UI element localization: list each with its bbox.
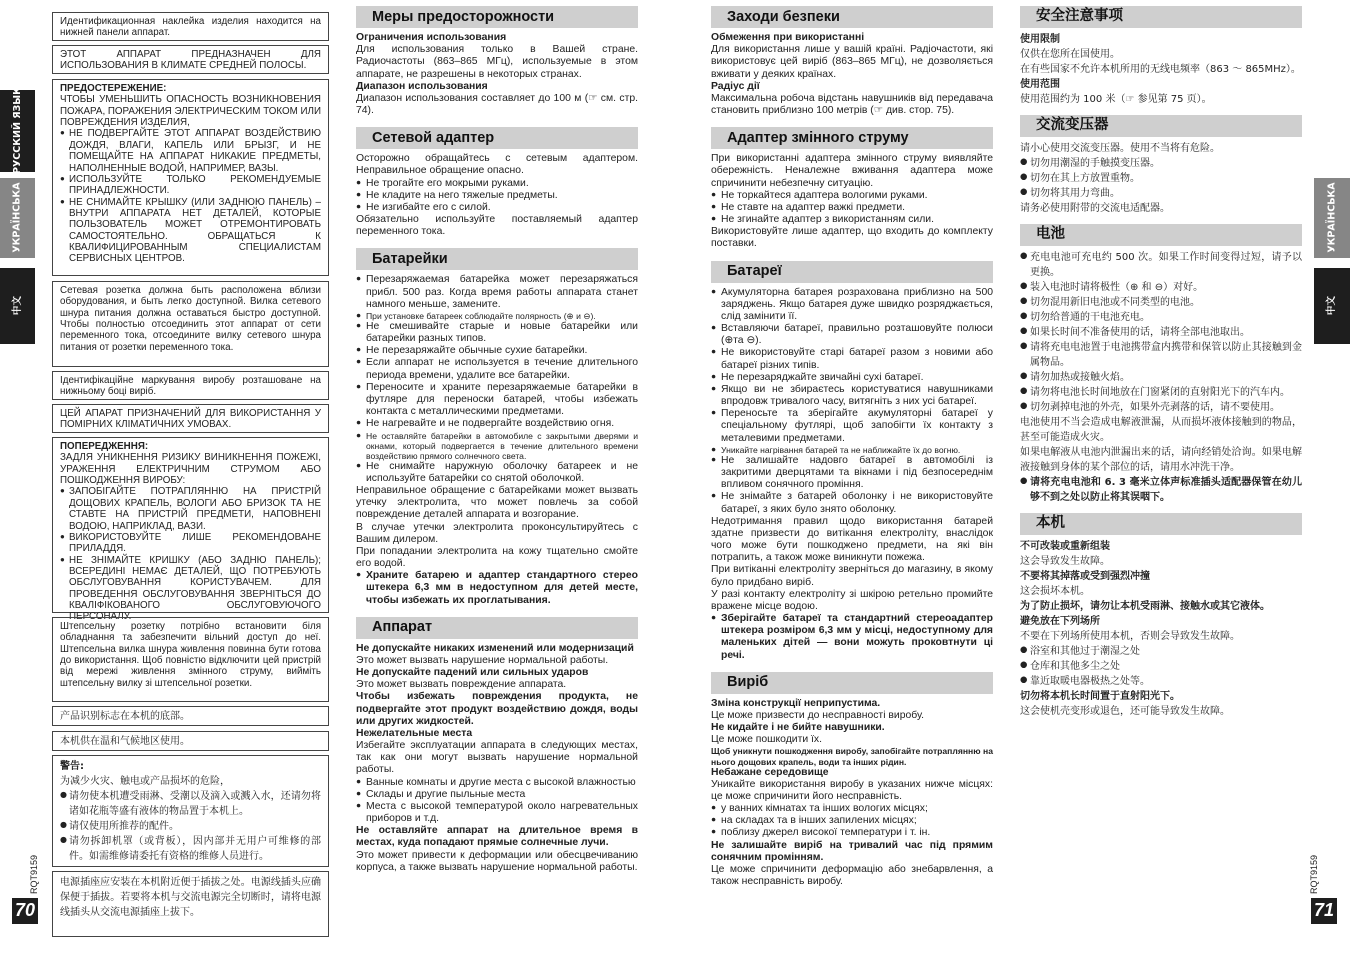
- battery-list-uk: [711, 287, 993, 516]
- list-item: ● ВИКОРИСТОВУЙТЕ ЛИШЕ РЕКОМЕНДОВАНЕ ПРИЛАДДЯ.: [60, 532, 321, 555]
- box-ru-outlet: [52, 281, 329, 367]
- paragraph: У разі контакту електроліту зі шкірою ретельно промийте вражене місце водою.: [711, 588, 993, 612]
- subheading: Не залишайте виріб на тривалий час під прямим сонячним промінням.: [711, 839, 993, 863]
- section-title-batteries-zh: 电池: [1020, 224, 1302, 246]
- list-item: ● Уникайте нагрівання батарей та не наближайте їх до вогню.: [711, 445, 993, 455]
- list-item: ● 请勿拆卸机罩（或背板），因内部并无用户可维修的部件。如需维修请委托有资格的维修人员进行。: [60, 834, 321, 864]
- list-item: ● Не ставте на адаптер важкі предмети.: [711, 202, 993, 214]
- paragraph: Это может вызвать нарушение нормальной работы.: [356, 654, 609, 666]
- box-ru-climate: [52, 45, 329, 74]
- box-zh-warning: [52, 755, 329, 867]
- list-item: ● 切勿剥掉电池的外壳，如果外壳剥落的话，请不要使用。: [1020, 400, 1302, 415]
- section-title-adapter-uk: Адаптер змінного струму: [711, 127, 993, 149]
- paragraph: Избегайте эксплуатации аппарата в следующих местах, так как они могут вызвать нарушение нормальной работы.: [356, 740, 638, 776]
- box-ru-label-note: [52, 12, 329, 41]
- list-item: ● Склады и другие пыльные места: [356, 789, 638, 801]
- tab-russian: [0, 87, 35, 175]
- adapter-list-uk: [711, 190, 993, 227]
- box-uk-warning-text: ЗАДЛЯ УНИКНЕННЯ РИЗИКУ ВИНИКНЕННЯ ПОЖЕЖІ, УРАЖЕННЯ ЕЛЕКТРИЧНИМ СТРУМОМ АБО ПОШКОДЖЕННЯ ВИРОБУ:: [60, 452, 321, 487]
- list-item: ● 浴室和其他过于潮湿之处: [1020, 644, 1302, 659]
- section-title-batteries-uk: Батареї: [711, 261, 993, 283]
- column-russian: [356, 6, 638, 916]
- paragraph: Обязательно используйте поставляемый адаптер переменного тока.: [356, 214, 638, 238]
- list-item: ● НЕ СНИМАЙТЕ КРЫШКУ (ИЛИ ЗАДНЮЮ ПАНЕЛЬ) – ВНУТРИ АППАРАТА НЕТ ДЕТАЛЕЙ, КОТОРЫЕ ПОЛЬЗОВАТЕЛЬ МОЖЕТ ОТРЕМОНТИРОВАТЬ САМОСТОЯТЕЛЬНО. ОБРАЩАТЬСЯ К КВАЛИФИЦИРОВАННЫМ СПЕЦИАЛИСТАМ СЕРВИСНЫХ ЦЕНТРОВ.: [60, 197, 321, 265]
- battery-list-ru: [356, 274, 638, 485]
- box-ru-caution-list: [60, 128, 321, 264]
- list-item: ● 如果长时间不准备使用的话，请将全部电池取出。: [1020, 325, 1302, 340]
- adapter-list-ru: [356, 178, 638, 215]
- paragraph: В случае утечки электролита проконсультируйтесь с Вашим дилером.: [356, 521, 638, 545]
- list-item: ● 充电电池可充电约 500 次。如果工作时间变得过短，请予以更换。: [1020, 250, 1302, 280]
- box-uk-warning-list: [60, 486, 321, 622]
- list-item: ● у ванних кімнатах та інших вологих місцях;: [711, 803, 993, 815]
- unit-list-uk: [711, 803, 993, 840]
- subheading: 不要将其掉落或受到强烈冲撞: [1020, 571, 1150, 582]
- section-title-adapter-ru: Сетевой адаптер: [356, 127, 638, 149]
- subheading: Не кидайте і не бийте навушники.: [711, 722, 885, 734]
- list-item: ● 请将充电电池置于电池携带盒内携带和保管以防止其接触到金属物品。: [1020, 340, 1302, 370]
- paragraph: Для використання лише у вашій країні. Радіочастоти, які використовує цей виріб (863–865 МГц), не дозволяється вживати у деяких країнах.: [711, 44, 993, 80]
- subheading: 切勿将本机长时间置于直射阳光下。: [1020, 691, 1180, 702]
- list-item: ● Не кладите на него тяжелые предметы.: [356, 190, 638, 202]
- column-ukrainian: [711, 6, 993, 916]
- paragraph: При використанні адаптера змінного струму виявляйте обережність. Неналежне вживання адаптера може спричинити небезпечну ситуацію.: [711, 153, 993, 189]
- paragraph: Це може призвести до несправності виробу.: [711, 709, 925, 721]
- box-zh-warning-title: 警告:: [60, 761, 84, 772]
- box-uk-outlet-text: Штепсельну розетку потрібно встановити біля обладнання та забезпечити вільний доступ до неї. Штепсельна вилка шнура живлення повинна бути готова до використання. Щоб повністю відключити цей пристрій від мережі живлення змінного струму, вийміть штепсельну вилку зі штепсельної розетки.: [60, 621, 321, 689]
- paragraph: 如果电解液从电池内泄漏出来的话，请向经销处洽询。如果电解液接触到身体的某个部位的话，请用水冲洗干净。: [1020, 447, 1302, 473]
- box-zh-climate-text: 本机供在温和气候地区使用。: [60, 736, 190, 747]
- list-item: ● НЕ ПОДВЕРГАЙТЕ ЭТОТ АППАРАТ ВОЗДЕЙСТВИЮ ДОЖДЯ, ВЛАГИ, КАПЕЛЬ ИЛИ БРЫЗГ, И НЕ ПОМЕЩАЙТЕ НА АППАРАТ НИКАКИЕ ПРЕДМЕТЫ, НАПОЛНЕННЫЕ ВОДОЙ, НАПРИМЕР, ВАЗЫ.: [60, 128, 321, 173]
- box-ru-caution-text: ЧТОБЫ УМЕНЬШИТЬ ОПАСНОСТЬ ВОЗНИКНОВЕНИЯ ПОЖАРА, ПОРАЖЕНИЯ ЭЛЕКТРИЧЕСКИМ ТОКОМ ИЛИ ПОВРЕЖДЕНИЯ ИЗДЕЛИЯ,: [60, 94, 321, 129]
- box-uk-warning-title: ПОПЕРЕДЖЕННЯ:: [60, 441, 149, 452]
- tab-chinese-left-label: 中文: [11, 296, 23, 316]
- list-item: ● НЕ ЗНІМАЙТЕ КРИШКУ (АБО ЗАДНЮ ПАНЕЛЬ); ВСЕРЕДИНІ НЕМАЄ ДЕТАЛЕЙ, ЩО ПОТРЕБУЮТЬ ОБСЛУГОВУВАННЯ КОРИСТУВАЧЕМ. ДЛЯ ПРОВЕДЕННЯ ОБСЛУГОВУВАННЯ ЗВЕРНІТЬСЯ ДО КВАЛІФІКОВАНОГО ОБСЛУГОВУЮЧОГО ПЕРСОНАЛУ.: [60, 555, 321, 623]
- list-item: ● Не снимайте наружную оболочку батареек и не используйте батарейки со снятой оболочкой.: [356, 461, 638, 485]
- tab-chinese-right-label: 中文: [1326, 296, 1338, 316]
- list-item: ● 切勿在其上方放置重物。: [1020, 171, 1302, 186]
- list-item: ● ЗАПОБІГАЙТЕ ПОТРАПЛЯННЮ НА ПРИСТРІЙ ДОЩОВИХ КРАПЕЛЬ, ВОЛОГИ АБО БРИЗОК ТА НЕ СТАВТЕ НА ПРИСТРІЙ ПРЕДМЕТИ, НАПОВНЕНІ ВОДОЮ, НАПРИКЛАД, ВАЗИ.: [60, 486, 321, 531]
- paragraph: 使用范围约为 100 米（☞ 参见第 75 页）。: [1020, 94, 1212, 105]
- subheading: 使用限制: [1020, 34, 1060, 45]
- paragraph: Осторожно обращайтесь с сетевым адаптером. Неправильное обращение опасно.: [356, 153, 638, 177]
- box-zh-label-note: [52, 706, 329, 726]
- paragraph: При попадании электролита на кожу тщательно смойте его водой.: [356, 545, 638, 570]
- list-item: ● Не перезаряджайте звичайні сухі батареї.: [711, 372, 993, 384]
- list-item: ● Если аппарат не используется в течение длительного периода времени, удалите все батарейки.: [356, 357, 638, 381]
- paragraph: Диапазон использования составляет до 100 м (☞ см. стр. 74).: [356, 92, 638, 117]
- list-item: ● Не перезаряжайте обычные сухие батарейки.: [356, 345, 638, 357]
- box-zh-climate: [52, 731, 329, 751]
- box-zh-outlet: [52, 871, 329, 937]
- box-zh-outlet-text: 电源插座应安装在本机附近便于插拔之处。电源线插头应确保便于插拔。若要将本机与交流电源完全切断时，请将电源线插头从交流电源插座上拔下。: [60, 877, 321, 918]
- subheading: 为了防止损坏，请勿让本机受雨淋、接触水或其它液体。: [1020, 601, 1270, 612]
- list-item: ● 请勿将电池长时间地放在门窗紧闭的直射阳光下的汽车内。: [1020, 385, 1302, 400]
- box-zh-warning-text: 为减少火灾、触电或产品损坏的危险，: [60, 776, 230, 787]
- paragraph: Это может привести к деформации или обесцвечиванию корпуса, а также вызвать нарушение нормальной работы.: [356, 849, 638, 873]
- list-item: ● 切勿用潮湿的手触摸变压器。: [1020, 156, 1302, 171]
- list-item: ● Не знімайте з батарей оболонку і не використовуйте батареї, з яких було знято оболонку.: [711, 491, 993, 515]
- paragraph: 这会损坏本机。: [1020, 586, 1090, 597]
- subheading: Не допускайте никаких изменений или модернизаций: [356, 642, 634, 654]
- list-item: ● 请勿加热或接触火焰。: [1020, 370, 1302, 385]
- section-title-unit-ru: Аппарат: [356, 617, 638, 639]
- list-item: ● Места с высокой температурой около нагревательных приборов и т.д.: [356, 801, 638, 825]
- list-item: ● Зберігайте батареї та стандартний стереоадаптер штекера розміром 6,3 мм у місці, недоступному для маленьких дітей — вони можуть проковтнути ці речі.: [711, 613, 993, 662]
- list-item: ● поблизу джерел високої температури і т. ін.: [711, 827, 993, 839]
- paragraph: 这会导致发生故障。: [1020, 556, 1110, 567]
- tab-chinese-right: [1314, 268, 1350, 344]
- subheading: Чтобы избежать повреждения продукта, не подвергайте этот продукт воздействию дождя, воды или других жидкостей.: [356, 691, 638, 727]
- doc-code-right: RQT9159: [1309, 854, 1319, 894]
- section-title-precautions-zh: 安全注意事项: [1020, 6, 1302, 28]
- list-item: ● 切勿给普通的干电池充电。: [1020, 310, 1302, 325]
- tab-russian-label: РУССКИЙ ЯЗЫК: [11, 87, 23, 175]
- section-title-unit-uk: Виріб: [711, 672, 993, 694]
- tab-chinese-left: [0, 268, 35, 344]
- list-item: ● Переносите и храните перезаряжаемые батарейки в футляре для переноски батарей, чтобы избежать контакта с металлическими предметами.: [356, 382, 638, 419]
- paragraph: 请务必使用附带的交流电适配器。: [1020, 203, 1170, 214]
- box-ru-climate-text: ЭТОТ АППАРАТ ПРЕДНАЗНАЧЕН ДЛЯ ИСПОЛЬЗОВАНИЯ В КЛИМАТЕ СРЕДНЕЙ ПОЛОСЫ.: [60, 49, 321, 72]
- subheading: Не допускайте падений или сильных ударов: [356, 667, 589, 679]
- battery-warning-uk: [711, 613, 993, 662]
- section-title-precautions-ru: Меры предосторожности: [356, 6, 638, 28]
- list-item: ● Вставляючи батареї, правильно розташовуйте полюси (⊕та ⊖).: [711, 323, 993, 347]
- subheading: 不可改装或重新组装: [1020, 541, 1110, 552]
- list-item: ● Не торкайтеся адаптера вологими руками.: [711, 190, 993, 202]
- section-title-precautions-uk: Заходи безпеки: [711, 6, 993, 28]
- list-item: ● Храните батарею и адаптер стандартного стерео штекера 6,3 мм в недоступном для детей месте, чтобы избежать их проглатывания.: [356, 570, 638, 607]
- list-item: ● Не трогайте его мокрыми руками.: [356, 178, 638, 190]
- list-item: ● Ванные комнаты и другие места с высокой влажностью: [356, 777, 638, 789]
- paragraph: 在有些国家不允许本机所用的无线电频率（863 ～ 865MHz）。: [1020, 64, 1301, 75]
- list-item: ● Акумуляторна батарея розрахована приблизно на 500 заряджень. Якщо батарея дуже швидко розряджається, слід замінити її.: [711, 287, 993, 324]
- paragraph: Це може спричинити деформацію або знебарвлення, а також несправність виробу.: [711, 863, 993, 888]
- list-item: ● 切勿混用新旧电池或不同类型的电池。: [1020, 295, 1302, 310]
- paragraph: При витіканні електроліту зверніться до магазину, в якому було придбано виріб.: [711, 564, 993, 588]
- list-item: ● Не залишайте надовго батареї в автомобілі із закритими дверцятами та вікнами і під безпосереднім впливом сонячного проміння.: [711, 455, 993, 492]
- list-item: ● Не згинайте адаптер з використанням сили.: [711, 214, 993, 226]
- box-zh-label-text: 产品识别标志在本机的底部。: [60, 711, 190, 722]
- list-item: ● 请将充电电池和 6. 3 毫米立体声标准插头适配器保管在幼儿够不到之处以防止将其误咽下。: [1020, 475, 1302, 505]
- paragraph: Використовуйте лише адаптер, що входить до комплекту поставки.: [711, 226, 993, 250]
- list-item: ● 切勿将其用力弯曲。: [1020, 186, 1302, 201]
- tab-ukrainian-right-label: УКРАЇНСЬКА: [1326, 182, 1338, 254]
- box-ru-caution: [52, 79, 329, 276]
- subheading: Диапазон использования: [356, 80, 488, 92]
- list-item: ● Не изгибайте его с силой.: [356, 202, 638, 214]
- box-ru-caution-title: ПРЕДОСТЕРЕЖЕНИЕ:: [60, 83, 167, 94]
- box-uk-climate: [52, 404, 329, 433]
- tab-ukrainian-left: [0, 178, 35, 258]
- paragraph: Для использования только в Вашей стране. Радиочастоты (863–865 МГц), используемые в этом аппарате, не разрешены в некоторых странах.: [356, 44, 638, 80]
- paragraph: 这会使机壳变形或退色，还可能导致发生故障。: [1020, 706, 1230, 717]
- subheading: Зміна конструкції неприпустима.: [711, 697, 881, 709]
- subheading: 使用范围: [1020, 79, 1060, 90]
- list-item: ● 装入电池时请将极性（⊕ 和 ⊖）对好。: [1020, 280, 1302, 295]
- battery-warning-zh: [1020, 475, 1302, 505]
- unit-list-ru: [356, 777, 638, 826]
- subheading: Ограничения использования: [356, 32, 507, 43]
- adapter-list-zh: [1020, 156, 1302, 201]
- list-item: ● Не оставляйте батарейки в автомобиле с закрытыми дверями и окнами, который подвергается в течение длительного времени воздействию прямого солнечного света.: [356, 431, 638, 461]
- subheading: Радіус дії: [711, 80, 760, 92]
- list-item: ● 仓库和其他多尘之处: [1020, 659, 1302, 674]
- list-item: ● 靠近取暖电器极热之处等。: [1020, 674, 1302, 689]
- list-item: ● 请勿使本机遭受雨淋、受潮以及滴入或溅入水，还请勿将诸如花瓶等盛有液体的物品置于本机上。: [60, 789, 321, 819]
- box-uk-label-text: Ідентифікаційне маркування виробу розташоване на нижньому боці виріб.: [60, 375, 321, 398]
- section-title-adapter-zh: 交流变压器: [1020, 115, 1302, 137]
- box-ru-outlet-text: Сетевая розетка должна быть расположена вблизи оборудования, и быть легко доступной. Вилка сетевого шнура питания должна оставаться быстро доступной. Чтобы полностью отсоединить этот аппарат от сети переменного тока, отсоедините вилку сетевого шнура питания от розетки переменного тока.: [60, 285, 321, 353]
- doc-code-left: RQT9159: [29, 854, 39, 894]
- box-uk-label-note: [52, 371, 329, 400]
- paragraph: 电池使用不当会造成电解液泄漏，从而损坏液体接触到的物品，甚至可能造成火灾。: [1020, 417, 1302, 443]
- page-number-left: 70: [12, 898, 38, 924]
- paragraph: Максимальна робоча відстань навушників від передавача становить приблизно 100 метрів (☞ див. стор. 75).: [711, 92, 993, 117]
- box-ru-label-text: Идентификационная наклейка изделия находится на нижней панели аппарат.: [60, 16, 321, 39]
- tab-ukrainian-right: [1314, 178, 1350, 258]
- subheading: Небажане середовище: [711, 766, 829, 778]
- tab-ukrainian-left-label: УКРАЇНСЬКА: [11, 182, 23, 254]
- list-item: ● Якщо ви не збираєтесь користуватися навушниками впродовж тривалого часу, витягніть з них усі батареї.: [711, 384, 993, 408]
- box-uk-outlet: [52, 617, 329, 702]
- list-item: ● на складах та в інших запилених місцях;: [711, 815, 993, 827]
- paragraph: Это может вызвать повреждение аппарата.: [356, 679, 567, 691]
- list-item: ● Не використовуйте старі батареї разом з новими або батареї різних типів.: [711, 347, 993, 371]
- battery-warning-ru: [356, 570, 638, 607]
- paragraph: 不要在下列场所使用本机，否则会导致发生故障。: [1020, 631, 1240, 642]
- subheading: Нежелательные места: [356, 727, 473, 739]
- subheading: Не оставляйте аппарат на длительное время в местах, куда попадают прямые солнечные лучи.: [356, 825, 638, 849]
- list-item: ● Переносьте та зберігайте акумуляторні батареї у спеціальному футлярі, щоб запобігти їх контакту з металевими предметами.: [711, 408, 993, 445]
- subheading: 避免放在下列场所: [1020, 616, 1100, 627]
- paragraph: 请小心使用交流变压器。使用不当将有危险。: [1020, 143, 1220, 154]
- list-item: ● Не нагревайте и не подвергайте воздействию огня.: [356, 418, 638, 430]
- section-title-unit-zh: 本机: [1020, 513, 1302, 535]
- section-title-batteries-ru: Батарейки: [356, 248, 638, 270]
- list-item: ● ИСПОЛЬЗУЙТЕ ТОЛЬКО РЕКОМЕНДУЕМЫЕ ПРИНАДЛЕЖНОСТИ.: [60, 174, 321, 197]
- paragraph: Це може пошкодити їх.: [711, 734, 823, 746]
- box-zh-warning-list: [60, 789, 321, 864]
- subheading: Обмеження при використанні: [711, 32, 865, 43]
- battery-list-zh: [1020, 250, 1302, 415]
- paragraph: Недотримання правил щодо використання батарей здатне призвести до витікання електроліту, внаслідок чого може бути пошкоджено предмети, на які він потрапить, а також може виникнути пожежа.: [711, 515, 993, 564]
- paragraph: Неправильное обращение с батарейками может вызвать утечку электролита, что может повлечь за собой повреждение деталей аппарата и возгорание.: [356, 485, 638, 521]
- paragraph: 仅供在您所在国使用。: [1020, 49, 1120, 60]
- list-item: ● Не смешивайте старые и новые батарейки или батарейки разных типов.: [356, 321, 638, 345]
- page-number-right: 71: [1311, 898, 1337, 924]
- list-item: ● 请仅使用所推荐的配件。: [60, 819, 321, 834]
- unit-list-zh: [1020, 644, 1302, 689]
- paragraph: Уникайте використання виробу в указаних нижче місцях: це може спричинити його несправність.: [711, 778, 993, 802]
- box-uk-warning: [52, 437, 329, 623]
- column-chinese: [1020, 6, 1302, 916]
- list-item: ● При установке батареек соблюдайте полярность (⊕ и ⊖).: [356, 311, 638, 321]
- list-item: ● Перезаряжаемая батарейка может перезаряжаться прибл. 500 раз. Когда время работы аппарата станет намного меньше, замените.: [356, 274, 638, 311]
- subheading: Щоб уникнути пошкодження виробу, запобігайте потраплянню на нього дощових крапель, води та інших рідин.: [711, 746, 993, 767]
- box-uk-climate-text: ЦЕЙ АПАРАТ ПРИЗНАЧЕНИЙ ДЛЯ ВИКОРИСТАННЯ У ПОМІРНИХ КЛІМАТИЧНИХ УМОВАХ.: [60, 408, 321, 431]
